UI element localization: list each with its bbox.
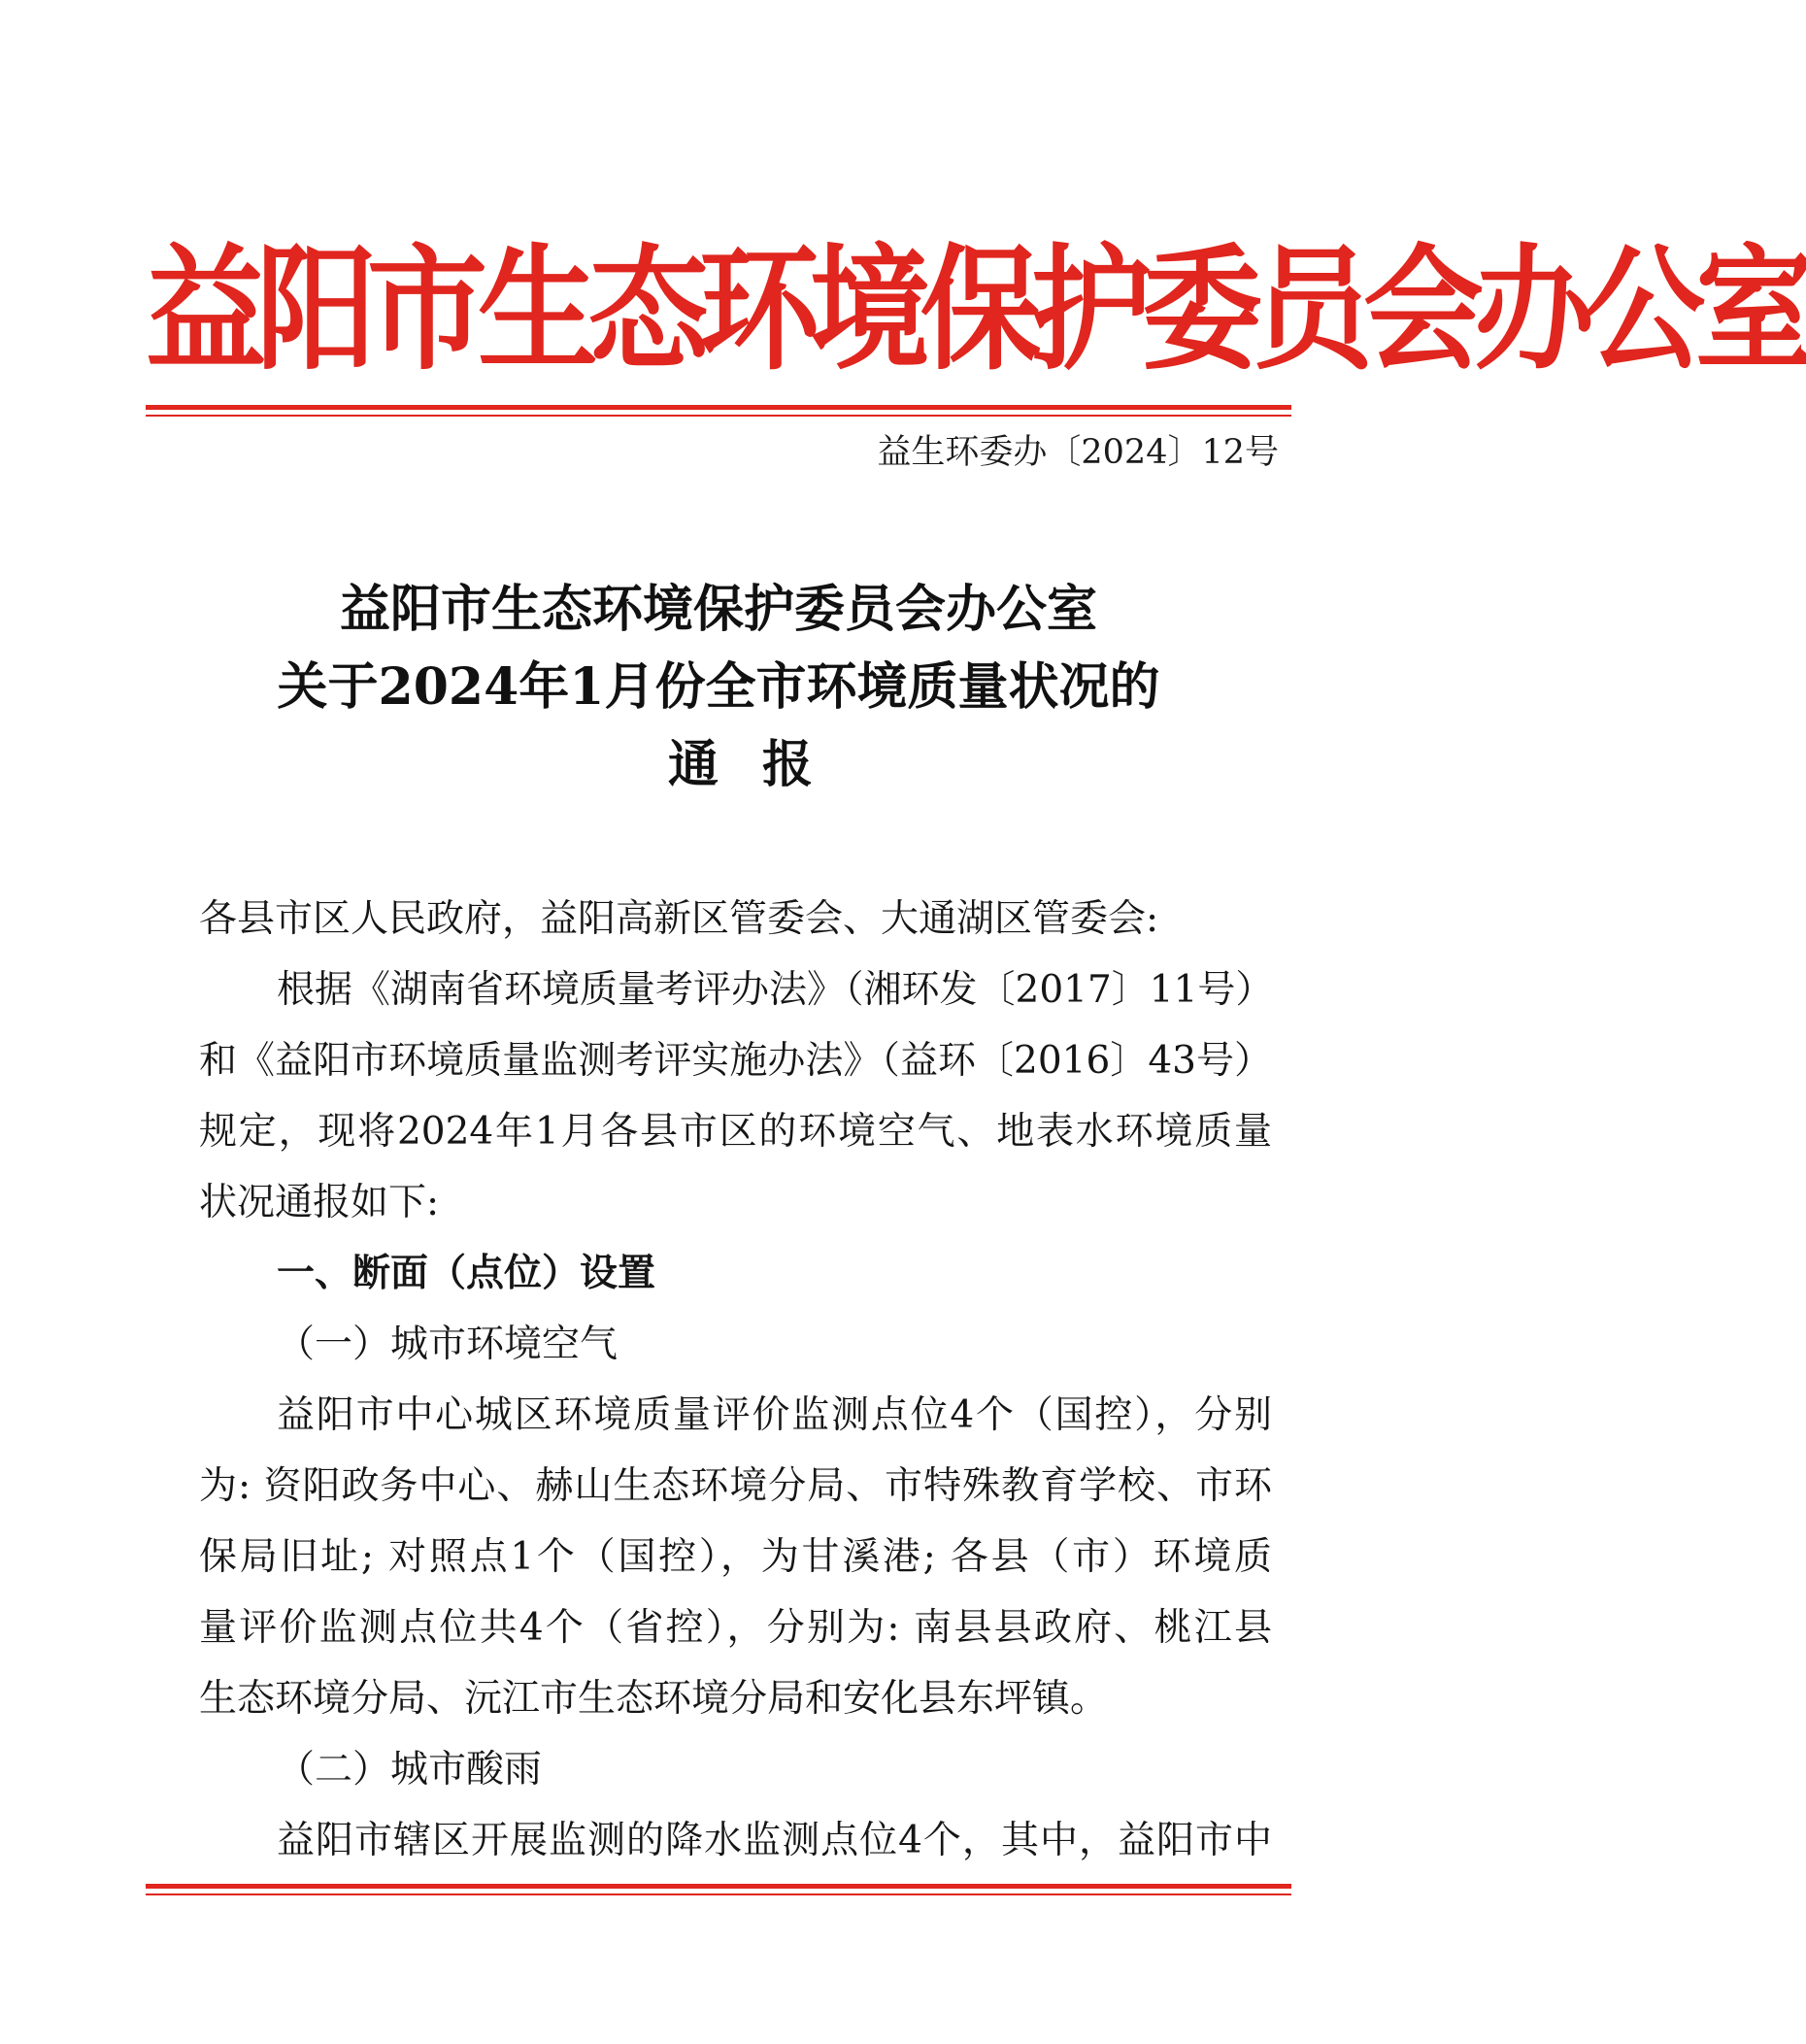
title-line-1: 益阳市生态环境保护委员会办公室 <box>339 580 1097 639</box>
addressee: 各县市区人民政府，益阳高新区管委会、大通湖区管委会: <box>199 897 1159 941</box>
intro-line: 根据《湖南省环境质量考评办法》（湘环发〔2017〕11号） <box>277 968 1274 1012</box>
sub1-line: 生态环境分局、沅江市生态环境分局和安化县东坪镇。 <box>199 1677 1109 1721</box>
sub1-line: 保局旧址; 对照点1个（国控），为甘溪港; 各县（市）环境质 <box>199 1535 1272 1579</box>
sub1-line: 益阳市中心城区环境质量评价监测点位4个（国控），分别 <box>277 1393 1272 1437</box>
subsection-1-heading: （一）城市环境空气 <box>277 1323 619 1366</box>
title-line-2: 关于2024年1月份全市环境质量状况的 <box>277 657 1160 717</box>
masthead-rule-thick <box>146 405 1291 410</box>
footer-rule-thick <box>146 1884 1291 1889</box>
subsection-2-heading: （二）城市酸雨 <box>277 1748 543 1792</box>
sub2-line: 益阳市辖区开展监测的降水监测点位4个，其中，益阳市中 <box>277 1819 1272 1862</box>
intro-line: 规定，现将2024年1月各县市区的环境空气、地表水环境质量 <box>199 1110 1272 1154</box>
sub1-line: 量评价监测点位共4个（省控），分别为: 南县县政府、桃江县 <box>199 1606 1272 1650</box>
section-1-heading: 一、断面（点位）设置 <box>277 1251 656 1295</box>
footer-rule-thin <box>146 1893 1291 1895</box>
masthead-agency-name: 益阳市生态环境保护委员会办公室 <box>146 231 1806 389</box>
sub1-line: 为: 资阳政务中心、赫山生态环境分局、市特殊教育学校、市环 <box>199 1464 1272 1508</box>
document-number: 益生环委办〔2024〕12号 <box>877 433 1279 472</box>
masthead-rule-thin <box>146 415 1291 417</box>
intro-line: 和《益阳市环境质量监测考评实施办法》（益环〔2016〕43号） <box>199 1039 1272 1083</box>
intro-line: 状况通报如下: <box>199 1181 440 1224</box>
title-line-3: 通报 <box>667 735 856 794</box>
